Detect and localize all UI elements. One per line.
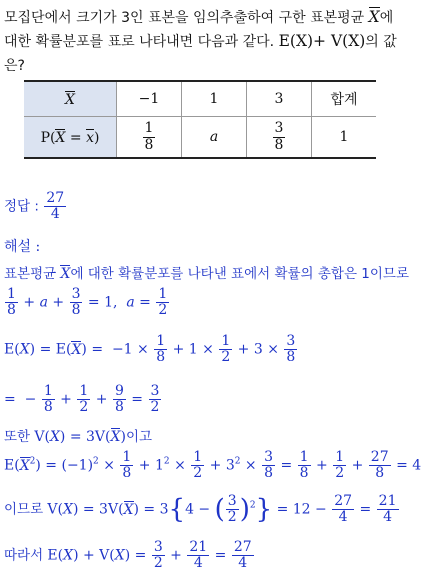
table-cell: 1 [182, 81, 247, 117]
expr-e: E(X)+ [278, 32, 327, 50]
equation-5: $E(X^2) = (-1)^2$ × $\frac{1}{8}$ + $1^2$ × $\frac{1}{2}$ + $3^2$ × $\frac{3}{8}$ = $\frac{1}{8}$ + $\frac{1}{2}$ + $\frac{27}{8}$ = 4 [4, 449, 421, 482]
distribution-table [24, 80, 376, 159]
equation-4: 또한 V(X) = 3V(X)이고 [4, 429, 153, 445]
question-line3: 은? [4, 58, 25, 74]
question-line2: 대한 확률분포를 표로 나타내면 다음과 같다. [4, 34, 279, 50]
explanation-line1: 표본평균 X에 대한 확률분포를 나타낸 표에서 확률의 총합은 1이므로 [4, 266, 410, 282]
equation-3: = − $\frac{1}{8}$ + $\frac{1}{2}$ + $\frac{9}{8}$ = $\frac{3}{2}$ [4, 383, 160, 416]
table-cell: 3 [247, 81, 312, 117]
table-cell: $\frac{3}{8}$ [247, 117, 312, 159]
answer-label: 정답 : [4, 198, 39, 215]
table-cell: −1 [117, 81, 182, 117]
table-row [24, 81, 376, 117]
equation-1: $\frac{1}{8}$ + a + $\frac{3}{8}$ = 1, a = $\frac{1}{2}$ [7, 286, 168, 319]
table-cell: $\frac{1}{8}$ [117, 117, 182, 159]
table-cell-total-header: 합계 [312, 81, 377, 117]
table-row [24, 117, 376, 159]
table-header-prob: P(X = x) [24, 117, 117, 159]
table-cell: 1 [312, 117, 377, 159]
table-header-xbar: X [24, 81, 117, 117]
answer-value: $\frac{27}{4}$ [46, 190, 65, 223]
explanation-label: 해설 : [4, 239, 41, 255]
answer-line [4, 191, 67, 222]
question-text: 모집단에서 크기가 3인 표본을 임의추출하여 구한 표본평균 X에 대한 확률분포를 표로 나타내면 다음과 같다. E(X)+ V(X)의 값 은? [4, 8, 397, 74]
equation-2: E(X) = E(X) = −1 × $\frac{1}{8}$ + 1 × $\frac{1}{2}$ + 3 × $\frac{3}{8}$ [4, 333, 296, 366]
question-line1: 모집단에서 크기가 3인 표본을 임의추출하여 구한 표본평균 [4, 10, 369, 26]
table-cell: a [182, 117, 247, 159]
equation-7: 따라서 E(X) + V(X) = $\frac{3}{2}$ + $\frac{21}{4}$ = $\frac{27}{4}$ [4, 539, 252, 572]
equation-6: 이므로 V(X) = 3V(X) = 3{4 − ( $\frac{3}{2}$ )$^2$} = 12 − $\frac{27}{4}$ = $\frac{21}{4}$ [4, 493, 397, 526]
xbar-symbol: X [368, 8, 380, 26]
expr-v: V(X) [330, 32, 366, 50]
